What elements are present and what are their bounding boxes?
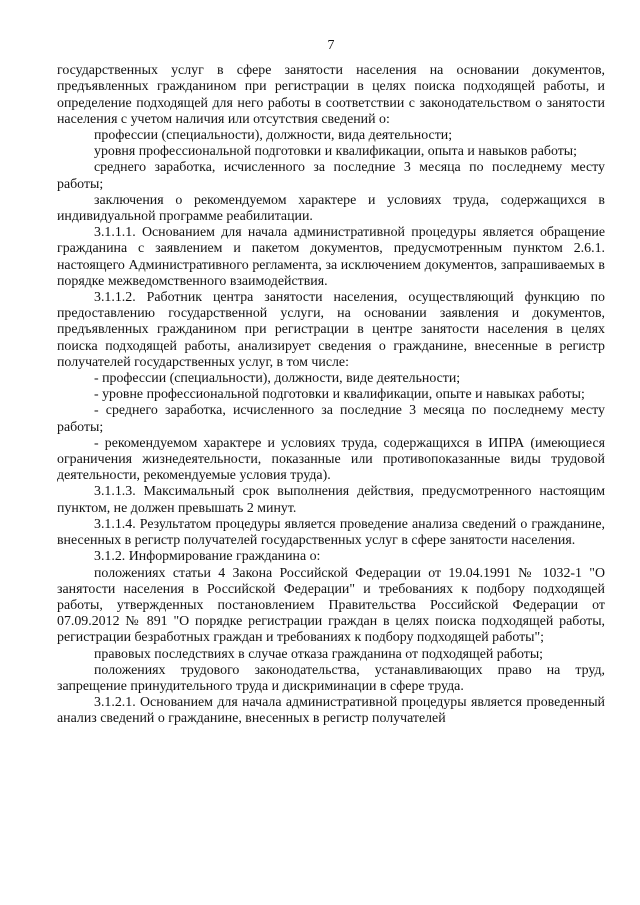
document-body [57,63,605,727]
paragraph: 3.1.2.1. Основанием для начала административной процедуры является проведенный анализ сведений о гражданине, внесенных в регистр получателей [57,695,605,727]
paragraph: 3.1.1.4. Результатом процедуры является проведение анализа сведений о гражданине, внесенных в регистр получателей государственных услуг в сфере занятости населения. [57,516,605,549]
paragraph: - среднего заработка, исчисленного за последние 3 месяца по последнему месту работы; [57,403,605,435]
paragraph: положениях статьи 4 Закона Российской Федерации от 19.04.1991 № 1032-1 "О занятости населения в Российской Федерации" и требованиях к подбору подходящей работы, утвержденных постановлением Правительства Российской Федерации от 07.09.2012 № 891 "О порядке регистрации граждан в целях поиска подходящей работы, регистрации безработных граждан и требованиях к подбору подходящей работы"; [57,565,605,646]
paragraph: 3.1.2. Информирование гражданина о: [94,549,321,565]
paragraph: положениях трудового законодательства, устанавливающих право на труд, запрещение принудительного труда и дискриминации в сфере труда. [57,662,605,694]
paragraph: профессии (специальности), должности, вида деятельности; [94,128,453,144]
paragraph: заключения о рекомендуемом характере и условиях труда, содержащихся в индивидуальной программе реабилитации. [57,192,605,225]
paragraph: 3.1.1.1. Основанием для начала административной процедуры является обращение гражданина с заявлением и пакетом документов, предусмотренным пунктом 2.6.1. настоящего Административного регламента, за исключением документов, запрашиваемых в порядке межведомственного взаимодействия. [57,225,605,289]
paragraph: - уровне профессиональной подготовки и квалификации, опыте и навыках работы; [94,387,585,403]
paragraph: - рекомендуемом характере и условиях труда, содержащихся в ИПРА (имеющиеся ограничения жизнедеятельности, показанные или противопоказанные виды трудовой деятельности, рекомендуемые условия труда). [57,435,605,484]
paragraph: 3.1.1.2. Работник центра занятости населения, осуществляющий функцию по предоставлению государственной услуги, на основании заявления и документов, предъявленных гражданином при регистрации в центре занятости населения в целях поиска подходящей работы, анализирует сведения о гражданине, внесенные в регистр получателей государственных услуг, в том числе: [57,290,605,370]
paragraph: 3.1.1.3. Максимальный срок выполнения действия, предусмотренного настоящим пунктом, не должен превышать 2 минут. [57,484,605,516]
page-number: 7 [327,38,335,53]
paragraph: среднего заработка, исчисленного за последние 3 месяца по последнему месту работы; [57,160,605,192]
paragraph: - профессии (специальности), должности, виде деятельности; [94,371,461,387]
paragraph: уровня профессиональной подготовки и квалификации, опыта и навыков работы; [94,144,577,160]
paragraph: правовых последствиях в случае отказа гражданина от подходящей работы; [94,646,544,662]
paragraph: государственных услуг в сфере занятости населения на основании документов, предъявленных гражданином при регистрации в целях поиска подходящей работы, и определение подходящей для него работы в соответствии с законодательством о занятости населения с учетом наличия или отсутствия сведений о: [57,63,605,127]
